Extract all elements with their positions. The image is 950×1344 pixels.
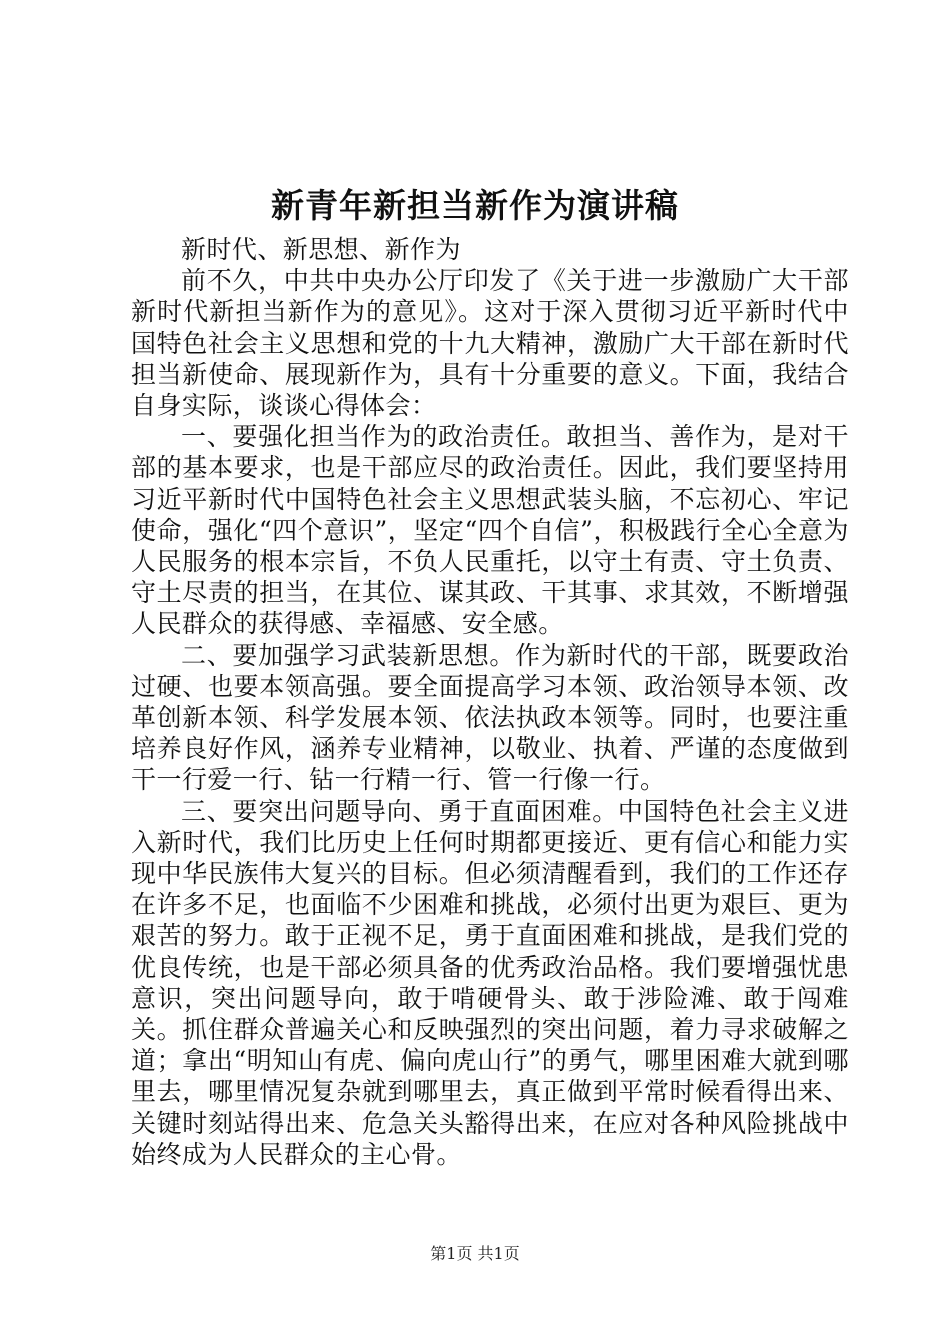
page-number-footer: 第1页 共1页 — [430, 1244, 520, 1263]
document-title: 新青年新担当新作为演讲稿 — [271, 186, 679, 225]
section-two-paragraph: 二、要加强学习武装新思想。作为新时代的干部，既要政治过硬、也要本领高强。要全面提高学习本领、政治领导本领、改革创新本领、科学发展本领、依法执政本领等。同时，也要注重培养良好作风，涵养专业精神，以敬业、执着、严谨的态度做到干一行爱一行、钻一行精一行、管一行像一行。 — [131, 640, 849, 795]
section-one-paragraph: 一、要强化担当作为的政治责任。敢担当、善作为，是对干部的基本要求，也是干部应尽的政治责任。因此，我们要坚持用习近平新时代中国特色社会主义思想武装头脑，不忘初心、牢记使命，强化“四个意识”，坚定“四个自信”，积极践行全心全意为人民服务的根本宗旨，不负人民重托，以守土有责、守土负责、守土尽责的担当，在其位、谋其政、干其事、求其效，不断增强人民群众的获得感、幸福感、安全感。 — [131, 422, 849, 639]
section-three-paragraph: 三、要突出问题导向、勇于直面困难。中国特色社会主义进入新时代，我们比历史上任何时期都更接近、更有信心和能力实现中华民族伟大复兴的目标。但必须清醒看到，我们的工作还存在许多不足，也面临不少困难和挑战，必须付出更为艰巨、更为艰苦的努力。敢于正视不足，勇于直面困难和挑战，是我们党的优良传统，也是干部必须具备的优秀政治品格。我们要增强忧患意识，突出问题导向，敢于啃硬骨头、敢于涉险滩、敢于闯难关。抓住群众普遍关心和反映强烈的突出问题，着力寻求破解之道；拿出“明知山有虎、偏向虎山行”的勇气，哪里困难大就到哪里去，哪里情况复杂就到哪里去，真正做到平常时候看得出来、关键时刻站得出来、危急关头豁得出来，在应对各种风险挑战中始终成为人民群众的主心骨。 — [131, 796, 849, 1169]
intro-paragraph: 前不久，中共中央办公厅印发了《关于进一步激励广大干部新时代新担当新作为的意见》。这对于深入贯彻习近平新时代中国特色社会主义思想和党的十九大精神，激励广大干部在新时代担当新使命、展现新作为，具有十分重要的意义。下面，我结合自身实际，谈谈心得体会： — [131, 266, 849, 421]
subtitle-paragraph: 新时代、新思想、新作为 — [181, 235, 461, 264]
document-body — [131, 234, 849, 1170]
